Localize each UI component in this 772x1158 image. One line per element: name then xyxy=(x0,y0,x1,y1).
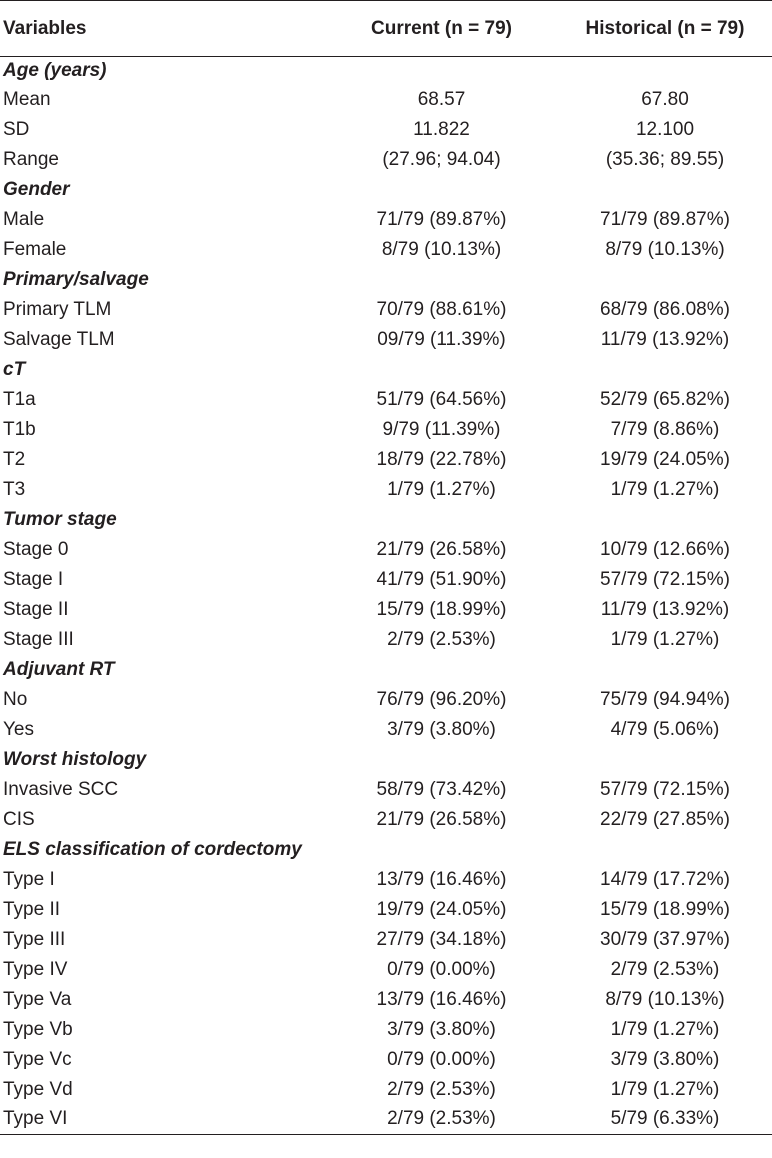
row-label: Male xyxy=(3,208,45,230)
row-label: Type III xyxy=(3,928,66,950)
table-row xyxy=(0,775,772,805)
current-value: 8/79 (10.13%) xyxy=(381,238,502,260)
historical-value: 11/79 (13.92%) xyxy=(600,328,730,350)
row-label: Type Vd xyxy=(3,1078,73,1100)
historical-value: (35.36; 89.55) xyxy=(605,148,725,170)
row-label: T1b xyxy=(3,418,36,440)
historical-value: 11/79 (13.92%) xyxy=(600,598,730,620)
current-value: 3/79 (3.80%) xyxy=(387,718,496,740)
row-label: T3 xyxy=(3,478,26,500)
row-label: Primary TLM xyxy=(3,298,112,320)
current-value: 41/79 (51.90%) xyxy=(376,568,507,590)
table-row xyxy=(0,1045,772,1075)
row-label: T2 xyxy=(3,448,26,470)
table-row xyxy=(0,85,772,115)
section-header-row xyxy=(0,175,772,205)
table-row xyxy=(0,565,772,595)
table-row xyxy=(0,415,772,445)
row-label: CIS xyxy=(3,808,35,830)
current-value: 3/79 (3.80%) xyxy=(387,1018,496,1040)
historical-value: 7/79 (8.86%) xyxy=(610,418,720,440)
row-label: Type Vc xyxy=(3,1048,72,1070)
section-header-row xyxy=(0,505,772,535)
historical-value: 10/79 (12.66%) xyxy=(600,538,730,560)
table-row xyxy=(0,205,772,235)
historical-value: 2/79 (2.53%) xyxy=(610,958,720,980)
table-row xyxy=(0,1075,772,1105)
table-row xyxy=(0,235,772,265)
table-row xyxy=(0,445,772,475)
table-row xyxy=(0,325,772,355)
section-title: Primary/salvage xyxy=(3,268,149,290)
row-label: Invasive SCC xyxy=(3,778,119,800)
row-label: Mean xyxy=(3,88,51,110)
current-value: 21/79 (26.58%) xyxy=(376,808,507,830)
table-row xyxy=(0,385,772,415)
table-row xyxy=(0,475,772,505)
row-label: No xyxy=(3,688,28,710)
table-row xyxy=(0,295,772,325)
current-value: 68.57 xyxy=(417,88,466,110)
section-header-row xyxy=(0,57,772,85)
historical-value: 1/79 (1.27%) xyxy=(610,478,720,500)
header-row xyxy=(0,1,772,57)
historical-value: 57/79 (72.15%) xyxy=(600,568,730,590)
table-row xyxy=(0,115,772,145)
current-value: 11.822 xyxy=(413,118,470,140)
row-label: Type I xyxy=(3,868,55,890)
table-body xyxy=(0,57,772,1135)
section-header-row xyxy=(0,355,772,385)
table-row xyxy=(0,1015,772,1045)
row-label: T1a xyxy=(3,388,36,410)
historical-value: 4/79 (5.06%) xyxy=(610,718,720,740)
header-variables: Variables xyxy=(0,1,325,57)
current-value: 18/79 (22.78%) xyxy=(376,448,507,470)
historical-value: 52/79 (65.82%) xyxy=(600,388,730,410)
row-label: Stage I xyxy=(3,568,64,590)
current-value: 1/79 (1.27%) xyxy=(387,478,496,500)
current-value: 70/79 (88.61%) xyxy=(376,298,507,320)
section-header-row xyxy=(0,655,772,685)
historical-value: 67.80 xyxy=(641,88,689,110)
section-header-row xyxy=(0,835,772,865)
section-title: ELS classification of cordectomy xyxy=(3,838,302,860)
section-title: Age (years) xyxy=(3,59,107,81)
historical-value: 5/79 (6.33%) xyxy=(558,1105,772,1135)
table-row xyxy=(0,535,772,565)
current-value: 58/79 (73.42%) xyxy=(376,778,507,800)
current-value: 19/79 (24.05%) xyxy=(376,898,507,920)
historical-value: 71/79 (89.87%) xyxy=(600,208,730,230)
table-row xyxy=(0,1105,772,1135)
table-row xyxy=(0,865,772,895)
section-title: Tumor stage xyxy=(3,508,117,530)
historical-value: 15/79 (18.99%) xyxy=(600,898,730,920)
row-label: Female xyxy=(3,238,67,260)
historical-value: 8/79 (10.13%) xyxy=(605,238,725,260)
historical-value: 1/79 (1.27%) xyxy=(610,628,720,650)
table-row xyxy=(0,925,772,955)
row-label: Salvage TLM xyxy=(3,328,115,350)
table-row xyxy=(0,595,772,625)
table-row xyxy=(0,895,772,925)
table-row xyxy=(0,985,772,1015)
historical-value: 75/79 (94.94%) xyxy=(600,688,730,710)
historical-value: 12.100 xyxy=(635,118,695,140)
current-value: 51/79 (64.56%) xyxy=(376,388,507,410)
row-label: Type II xyxy=(3,898,61,920)
row-label: Type Vb xyxy=(3,1018,73,1040)
table-row xyxy=(0,625,772,655)
row-label: Type Va xyxy=(3,988,72,1010)
row-label: Stage II xyxy=(3,598,69,620)
table-row xyxy=(0,685,772,715)
current-value: 9/79 (11.39%) xyxy=(382,418,501,440)
current-value: 21/79 (26.58%) xyxy=(376,538,507,560)
header-historical: Historical (n = 79) xyxy=(558,1,772,57)
row-label: Type IV xyxy=(3,958,68,980)
section-title: Worst histology xyxy=(3,748,147,770)
table-header xyxy=(0,1,772,57)
current-value: 76/79 (96.20%) xyxy=(376,688,507,710)
table-row xyxy=(0,145,772,175)
section-title: cT xyxy=(3,358,26,380)
section-header-row xyxy=(0,745,772,775)
historical-value: 30/79 (37.97%) xyxy=(600,928,730,950)
historical-value: 1/79 (1.27%) xyxy=(610,1018,720,1040)
current-value: 0/79 (0.00%) xyxy=(387,1048,496,1070)
current-value: 13/79 (16.46%) xyxy=(376,868,507,890)
historical-value: 8/79 (10.13%) xyxy=(605,988,725,1010)
table-row xyxy=(0,805,772,835)
current-value: 2/79 (2.53%) xyxy=(325,1105,558,1135)
current-value: (27.96; 94.04) xyxy=(382,148,501,170)
row-label: Stage III xyxy=(3,628,74,650)
historical-value: 22/79 (27.85%) xyxy=(600,808,730,830)
section-header-row xyxy=(0,265,772,295)
row-label: Yes xyxy=(3,718,34,740)
historical-value: 3/79 (3.80%) xyxy=(610,1048,720,1070)
historical-value: 1/79 (1.27%) xyxy=(610,1078,720,1100)
historical-value: 14/79 (17.72%) xyxy=(600,868,730,890)
historical-value: 57/79 (72.15%) xyxy=(600,778,730,800)
current-value: 13/79 (16.46%) xyxy=(376,988,507,1010)
row-label: SD xyxy=(3,118,30,140)
section-title: Gender xyxy=(3,178,70,200)
current-value: 71/79 (89.87%) xyxy=(376,208,507,230)
current-value: 09/79 (11.39%) xyxy=(377,328,506,350)
historical-value: 68/79 (86.08%) xyxy=(600,298,730,320)
current-value: 0/79 (0.00%) xyxy=(387,958,496,980)
current-value: 2/79 (2.53%) xyxy=(387,628,496,650)
section-title: Adjuvant RT xyxy=(3,658,115,680)
header-current: Current (n = 79) xyxy=(325,1,558,57)
row-label: Type VI xyxy=(0,1105,325,1135)
historical-value: 19/79 (24.05%) xyxy=(600,448,730,470)
row-label: Range xyxy=(3,148,59,170)
table-row xyxy=(0,715,772,745)
current-value: 2/79 (2.53%) xyxy=(387,1078,496,1100)
current-value: 15/79 (18.99%) xyxy=(376,598,507,620)
row-label: Stage 0 xyxy=(3,538,69,560)
table-row xyxy=(0,955,772,985)
current-value: 27/79 (34.18%) xyxy=(376,928,507,950)
